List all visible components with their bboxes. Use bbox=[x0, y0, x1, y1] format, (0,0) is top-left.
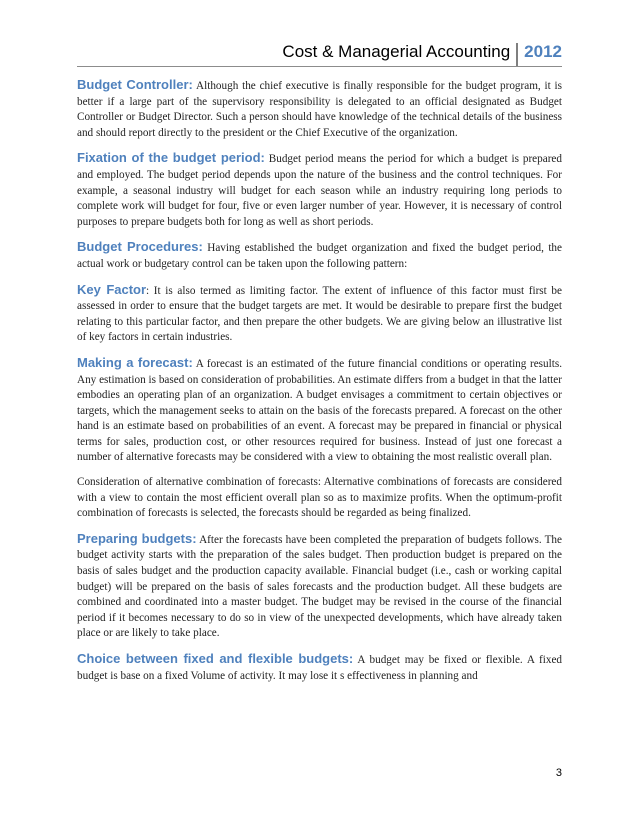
paragraph-alternative-forecasts bbox=[77, 475, 562, 522]
paragraph-fixed-flexible bbox=[77, 651, 562, 684]
paragraph-text: Consideration of alternative combination of forecasts: Alternative combinations of forecasts are considered with a view to contain the most efficient overall plan so as to maximize profits. When the optimum-profit combination of forecasts is selected, the forecasts should be regarded as being finalized. bbox=[77, 476, 562, 520]
heading-budget-period: Fixation of the budget period: bbox=[77, 150, 265, 166]
page-number: 3 bbox=[555, 767, 562, 779]
header-rule bbox=[77, 66, 562, 67]
paragraph-budget-period bbox=[77, 150, 562, 230]
header-year: 2012 bbox=[516, 43, 562, 66]
paragraph-text: A forecast is an estimated of the future financial conditions or operating results. Any estimation is based on consideration of probabilities. An estimate differs from a budget in that the latter embodies an operating plan of an organization. A budget envisages a commitment to certain objectives or targets, which the management seeks to attain on the basis of the forecasts prepared. A forecast on the other hand is an estimate based on probabilities of an event. A forecast may be prepared in financial or physical terms for sales, production cost, or other resources required for business. Instead of just one forecast a number of alternative forecasts may be considered with a view to obtaining the most realistic overall plan. bbox=[77, 357, 562, 464]
paragraph-making-forecast bbox=[77, 355, 562, 466]
paragraph-text: Budget period means the period for which a budget is prepared and employed. The budget period depends upon the nature of the business and the control techniques. For example, a seasonal industry will budget for each season while an industry requiring long periods to complete work will budget for four, five or even larger number of year. However, it is necessary of control purposes to prepare budgets both for long as well as short periods. bbox=[77, 153, 562, 228]
paragraph-preparing-budgets bbox=[77, 531, 562, 642]
paragraph-key-factor bbox=[77, 282, 562, 346]
heading-making-forecast: Making a forecast: bbox=[77, 354, 193, 370]
header-title: Cost & Managerial Accounting bbox=[282, 42, 511, 61]
page-header bbox=[282, 36, 562, 66]
paragraph-text: Having established the budget organization and fixed the budget period, the actual work or budgetary control can be taken upon the following pattern: bbox=[77, 242, 562, 270]
heading-fixed-flexible: Choice between fixed and flexible budgets: bbox=[77, 651, 354, 666]
paragraph-budget-controller bbox=[77, 77, 562, 141]
heading-preparing-budgets: Preparing budgets: bbox=[77, 530, 197, 546]
paragraph-budget-procedures bbox=[77, 239, 562, 272]
paragraph-text: : It is also termed as limiting factor. The extent of influence of this factor must first be assessed in order to ensure that the budget targets are met. It would be desirable to prepare first the budget relating to this particular factor, and then prepare the other budgets. We are giving below an illustrative list of key factors in certain industries. bbox=[77, 284, 562, 344]
heading-key-factor: Key Factor bbox=[77, 281, 147, 297]
paragraph-text: Although the chief executive is finally responsible for the budget program, it is better if a large part of the supervisory responsibility is delegated to an official designated as Budget Controller or Budget Director. Such a person should have knowledge of the technical details of the business and should report directly to the president or the Chief Executive of the organization. bbox=[77, 80, 562, 139]
paragraph-text: After the forecasts have been completed the preparation of budgets follows. The budget activity starts with the preparation of the sales budget. Then production budget is prepared on the basis of sales budget and the production capacity available. Financial budget (i.e., cash or working capital budget) will be prepared on the basis of sales forecasts and the production budget. All these budgets are combined and coordinated into a master budget. The budget may be revised in the course of the financial period if it becomes necessary to do so in view of the unexpected developments, which have already taken place or are likely to take place. bbox=[77, 533, 562, 640]
heading-budget-controller: Budget Controller: bbox=[77, 77, 193, 92]
paragraph-text: A budget may be fixed or flexible. A fixed budget is base on a fixed Volume of activity. It may lose it s effectiveness in planning and bbox=[77, 654, 563, 682]
page-body bbox=[77, 77, 562, 693]
heading-budget-procedures: Budget Procedures: bbox=[77, 239, 203, 255]
